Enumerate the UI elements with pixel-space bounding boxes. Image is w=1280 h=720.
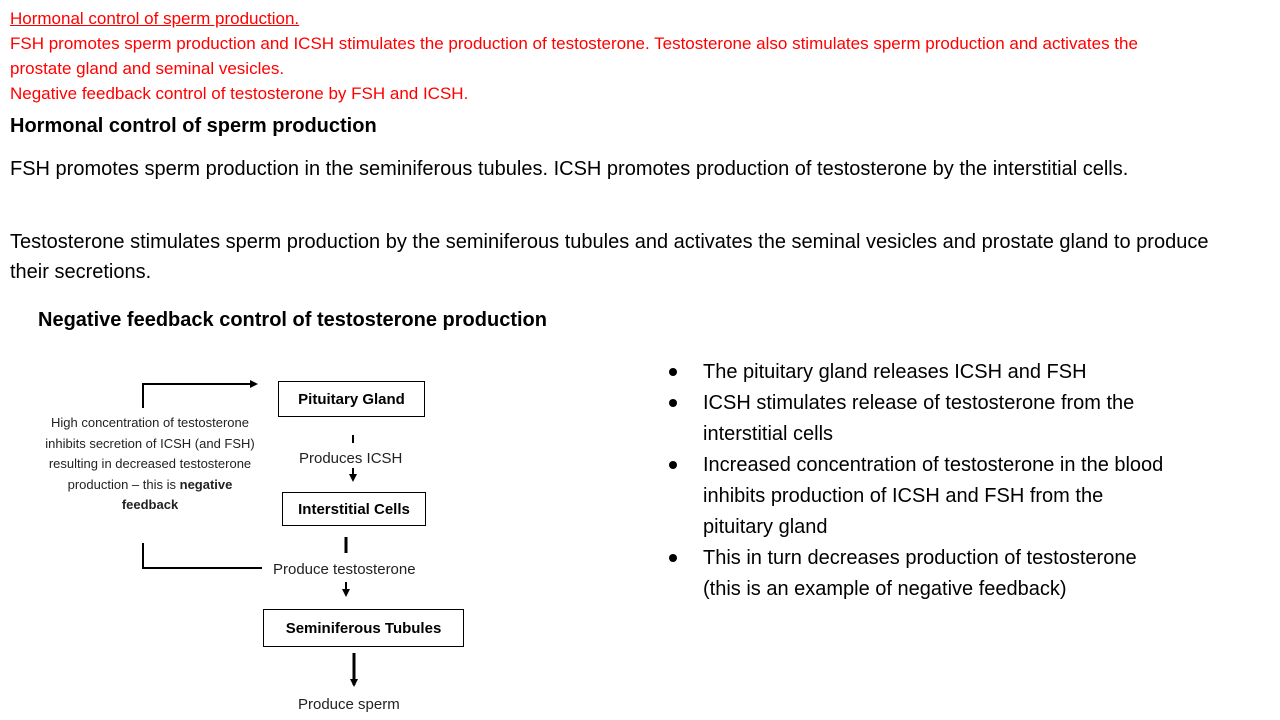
bullet-text: This in turn decreases production of testosterone (this is an example of negative feedback) bbox=[703, 547, 1137, 600]
bullet-text: The pituitary gland releases ICSH and FSH bbox=[703, 361, 1087, 383]
bullet-dot-icon bbox=[669, 461, 677, 469]
section1-para1: FSH promotes sperm production in the seminiferous tubules. ICSH promotes production of testosterone by the interstitial cells. bbox=[10, 158, 1129, 180]
label-produces-icsh: Produces ICSH bbox=[299, 450, 403, 467]
bullet-text: Increased concentration of testosterone in the blood inhibits production of ICSH and FSH from the pituitary gland bbox=[703, 454, 1164, 538]
bullet-item bbox=[666, 388, 1166, 450]
bullet-item bbox=[666, 543, 1166, 605]
feedback-note bbox=[38, 413, 262, 516]
bullet-text: ICSH stimulates release of testosterone from the interstitial cells bbox=[703, 392, 1135, 445]
section1-para2: Testosterone stimulates sperm production by the seminiferous tubules and activates the seminal vesicles and prostate gland to produce their secretions. bbox=[10, 231, 1209, 283]
bullet-dot-icon bbox=[669, 399, 677, 407]
red-notes-line2: Negative feedback control of testosterone by FSH and ICSH. bbox=[10, 84, 469, 103]
label-produce-sperm: Produce sperm bbox=[298, 696, 400, 713]
box-seminiferous-tubules: Seminiferous Tubules bbox=[263, 609, 464, 647]
bullet-dot-icon bbox=[669, 554, 677, 562]
red-notes-line1: FSH promotes sperm production and ICSH stimulates the production of testosterone. Testosterone also stimulates sperm production and activates the prostate gland and seminal vesicles. bbox=[10, 34, 1138, 78]
section2-title: Negative feedback control of testosterone production bbox=[38, 309, 547, 331]
section1-title: Hormonal control of sperm production bbox=[10, 115, 377, 137]
feedback-note-text: High concentration of testosterone inhibits secretion of ICSH (and FSH) resulting in decreased testosterone production – this is bbox=[45, 415, 255, 492]
box-interstitial-cells: Interstitial Cells bbox=[282, 492, 426, 526]
bullet-dot-icon bbox=[669, 368, 677, 376]
label-produce-testosterone: Produce testosterone bbox=[273, 561, 416, 578]
box-pituitary-gland: Pituitary Gland bbox=[278, 381, 425, 417]
bullet-list bbox=[666, 357, 1166, 605]
feedback-note-bold: negative feedback bbox=[121, 476, 233, 512]
bullet-item bbox=[666, 450, 1166, 543]
feedback-line-top bbox=[143, 384, 256, 408]
red-notes-heading: Hormonal control of sperm production. bbox=[10, 9, 300, 28]
feedback-line-bottom bbox=[143, 543, 262, 568]
bullet-item bbox=[666, 357, 1166, 388]
